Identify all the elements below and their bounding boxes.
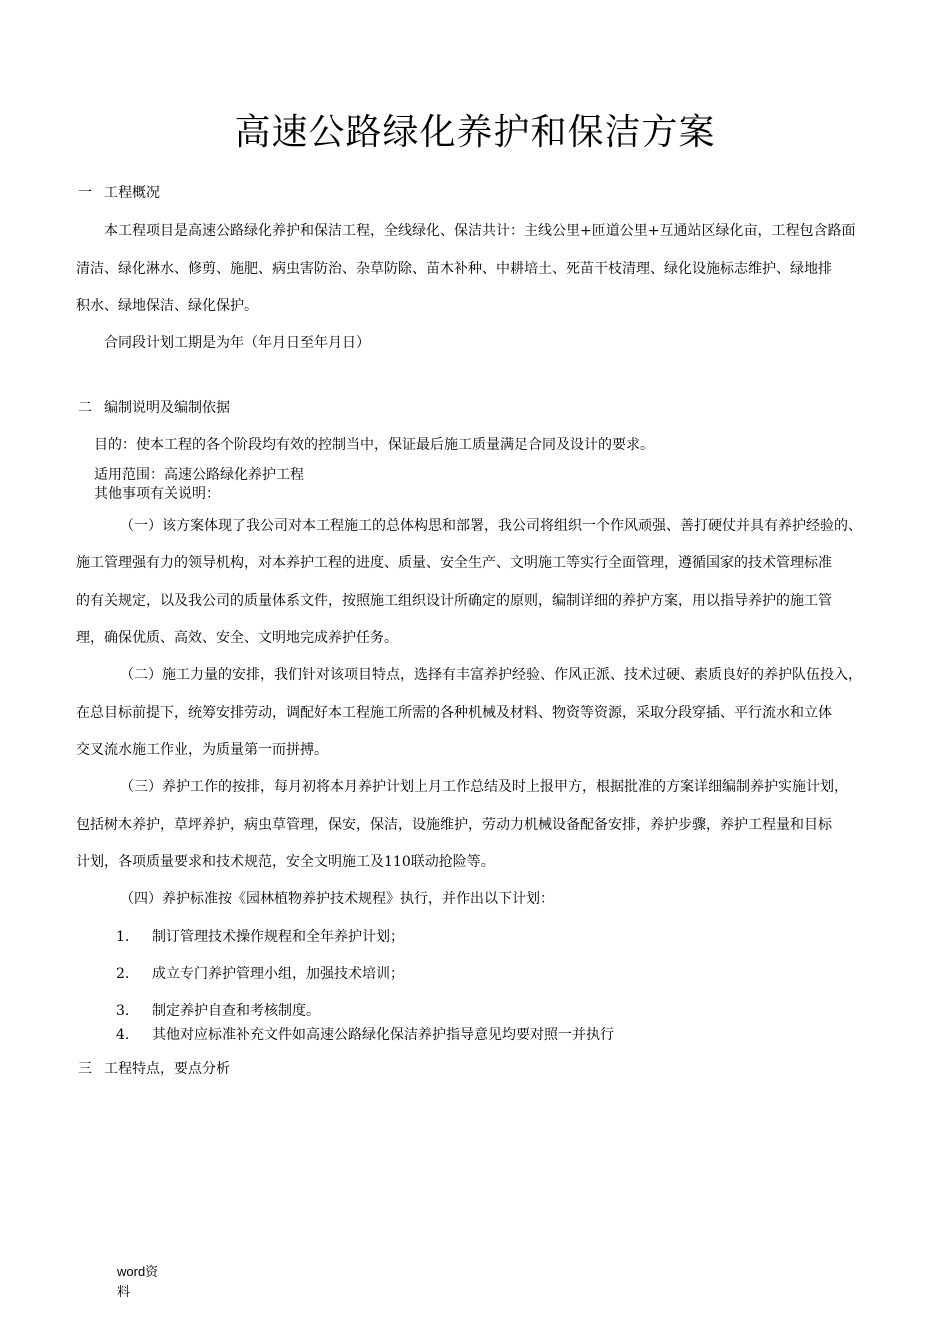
- section-heading-3: [78, 1059, 230, 1079]
- paragraph-line: 在总目标前提下，统筹安排劳动，调配好本工程施工所需的各种机械及材料、物资等资源，采取分段穿插、平行流水和立体: [76, 705, 832, 721]
- paragraph-line: 清洁、绿化淋水、修剪、施肥、病虫害防治、杂草防除、苗木补种、中耕培土、死苗干枝清理、绿化设施标志维护、绿地排: [76, 261, 832, 277]
- paragraph-line: 理，确保优质、高效、安全、文明地完成养护任务。: [76, 630, 398, 646]
- list-item-text: 成立专门养护管理小组，加强技术培训；: [152, 966, 404, 982]
- paragraph-line: 积水、绿地保洁、绿化保护。: [76, 298, 258, 314]
- paragraph-line: （一）该方案体现了我公司对本工程施工的总体构思和部署，我公司将组织一个作风顽强、善打硬仗并具有养护经验的、: [120, 518, 862, 534]
- footer-line: 料: [117, 1284, 131, 1299]
- section-title: 工程概况: [104, 185, 160, 201]
- purpose-line: 目的：使本工程的各个阶段均有效的控制当中，保证最后施工质量满足合同及设计的要求。: [94, 437, 654, 453]
- list-item-text: 制订管理技术操作规程和全年养护计划；: [152, 929, 404, 945]
- paragraph-line: （四）养护标准按《园林植物养护技术规程》执行，并作出以下计划：: [120, 891, 554, 907]
- paragraph-line: 施工管理强有力的领导机构，对本养护工程的进度、质量、安全生产、文明施工等实行全面管理，遵循国家的技术管理标准: [76, 555, 832, 571]
- list-item-number: 3.: [116, 1003, 130, 1019]
- paragraph-line: 包括树木养护，草坪养护，病虫草管理，保安，保洁，设施维护，劳动力机械设备配备安排，养护步骤，养护工程量和目标: [76, 817, 832, 833]
- list-item-number: 4.: [116, 1027, 130, 1043]
- section-heading-1: [78, 183, 160, 203]
- footer-line: word资: [117, 1264, 159, 1279]
- paragraph-line: （三）养护工作的按排，每月初将本月养护计划上月工作总结及时上报甲方，根据批准的方案详细编制养护实施计划，: [120, 779, 848, 795]
- section-title: 工程特点，要点分析: [104, 1061, 230, 1077]
- paragraph-line: 交叉流水施工作业，为质量第一而拼搏。: [76, 742, 328, 758]
- list-item-number: 1.: [116, 929, 130, 945]
- paragraph-line: 合同段计划工期是为年（年月日至年月日）: [104, 335, 370, 351]
- paragraph-line: 计划，各项质量要求和技术规范，安全文明施工及110联动抢险等。: [76, 854, 495, 870]
- list-item-text: 制定养护自查和考核制度。: [152, 1003, 320, 1019]
- scope-line: 适用范围：高速公路绿化养护工程: [94, 467, 304, 483]
- section-number: 一: [78, 185, 92, 201]
- paragraph-line: 的有关规定，以及我公司的质量体系文件，按照施工组织设计所确定的原则，编制详细的养护方案，用以指导养护的施工管: [76, 593, 832, 609]
- page-footer: [117, 1262, 158, 1302]
- section-number: 三: [78, 1061, 92, 1077]
- paragraph-line: 本工程项目是高速公路绿化养护和保洁工程，全线绿化、保洁共计：主线公里+匝道公里+互通站区绿化亩，工程包含路面: [104, 223, 856, 239]
- document-title: 高速公路绿化养护和保洁方案: [234, 112, 716, 153]
- paragraph-line: （二）施工力量的安排，我们针对该项目特点，选择有丰富养护经验、作风正派、技术过硬、素质良好的养护队伍投入，: [120, 667, 862, 683]
- section-heading-2: [78, 398, 230, 418]
- section-number: 二: [78, 400, 92, 416]
- other-line: 其他事项有关说明：: [94, 486, 220, 502]
- section-title: 编制说明及编制依据: [104, 400, 230, 416]
- list-item-number: 2.: [116, 966, 130, 982]
- list-item-text: 其他对应标准补充文件如高速公路绿化保洁养护指导意见均要对照一并执行: [152, 1027, 614, 1043]
